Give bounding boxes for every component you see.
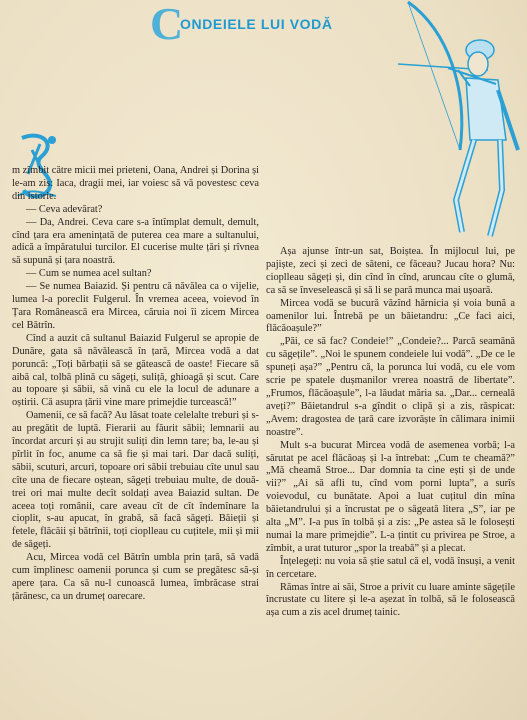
right-column xyxy=(266,246,515,620)
paragraph: Oamenii, ce să facă? Au lăsat toate celelalte treburi și s-au pregătit de luptă. Fierarii au făurit săbii; lemnarii au încordat arcuri și au strujit suliți din lemn tare; ba, le-au și pîrlit în foc, anume ca să fie și mai tari. Dar dacă suliți, săbii, scuturi, arcuri, topoare ori săbii trebuiau cîte unul sau cîte una de fiecare oștean, săgeți trebuiau multe, de două-trei ori mai multe decît soldați avea Baiazid sultan. De aceea toți românii, care aveau cît de cît îndemînare la cioplit, s-au apucat, în grabă, să facă săgeți. Băieții și fetele, flăcăii și bătrînii, toți cioplleau cu cuțitele, mii și mii de săgeți. xyxy=(12,410,259,551)
title-initial: C xyxy=(150,0,184,49)
paragraph: Cînd a auzit că sultanul Baiazid Fulgerul se apropie de Dunăre, gata să năvălească în țară, Mircea vodă a dat poruncă: „Toți bărbații să se gătească de oaste! Fiecare să aibă cal, tolbă plină cu săgeți, suliță, ghioagă și scut. Care au topoare și săbii, să vină cu ele la locul de adunare a oștirii. Că asupra țării vine mare primejdie turcească!” xyxy=(12,332,259,409)
paragraph: Rămas între ai săi, Stroe a privit cu luare aminte săgețile încrustate cu litere și le-a așezat în tolbă, să le folosească așa cum a zis acel drumeț tainic. xyxy=(266,581,515,619)
paragraph: Mircea vodă se bucură văzînd hărnicia și voia bună a oamenilor lui. Întrebă pe un băietandru: „Ce faci aici, flăcăoașule?” xyxy=(266,297,515,335)
paragraph: Așa ajunse într-un sat, Boiștea. În mijlocul lui, pe pajiște, zeci și zeci de săteni, ce făceau? Jucau hora? Nu: cioplleau săgeți și, din cînd în cînd, aruncau cîte o glumă, ca să se înveselească și să li se pară munca mai ușoară. xyxy=(266,246,515,296)
paragraph: m zîmbit către micii mei prieteni, Oana, Andrei și Dorina și le-am zis: Iaca, dragii mei, iar voiesc să vă povestesc ceva din istorie. xyxy=(12,165,259,202)
paragraph: — Da, Andrei. Ceva care s-a întîmplat demult, demult, cînd țara era amenințată de puterea cea mare a sultanului, adică a împăratului turcilor. El cucerise multe țări și rîvnea să supună și țara noastră. xyxy=(12,216,259,267)
paragraph: Înțelegeți: nu voia să știe satul că el, vodă însuși, a venit în cercetare. xyxy=(266,555,515,580)
left-column xyxy=(12,165,259,604)
paragraph: „Păi, ce să fac? Condeie!” „Condeie?... Parcă seamănă cu săgețile”. „Noi le spunem condeiele lui vodă”. „De ce le spuneți așa?” „Pentru că, la porunca lui vodă, cu ele vom scrie pe spatele dușmanilor vrerea noastră de libertate”. „Frumos, flăcăoașule”, l-a lăudat măria sa. „Dar... cerneală aveți?” Băietandrul s-a gîndit o clipă și a zis, răspicat: „Avem: dragostea de țară care izvorăște în călimara inimii noastre”. xyxy=(266,336,515,438)
paragraph: — Se numea Baiazid. Și pentru că năvălea ca o vijelie, lumea l-a poreclit Fulgerul. În vremea aceea, voievod în Țara Românească era Mircea, căruia noi îi zicem Mircea cel Bătrîn. xyxy=(12,281,259,331)
paragraph: — Ceva adevărat? xyxy=(26,203,103,215)
title-text: ONDEIELE LUI VODĂ xyxy=(180,16,333,32)
paragraph: Mult s-a bucurat Mircea vodă de asemenea vorbă; l-a sărutat pe acel flăcăoaș și l-a întrebat: „Cum te cheamă?” „Mă cheamă Stroe... Dar domnia ta cine ești și de unde vii?” „Ai să afli tu, cînd vom porni lupta”, a surîs voievodul, cu bunătate. Apoi a luat cuțitul din mîna băietandrului și a încrustat pe o săgeată litera „S”, iar pe alta „M”. I-a pus în tolbă și a zis: „Pe astea să le folosești numai la mare primejdie”. L-a țintit cu privirea pe Stroe, a zîmbit, a urat tuturor „spor la treabă” și a plecat. xyxy=(266,439,515,554)
paragraph: — Cum se numea acel sultan? xyxy=(26,268,152,280)
paragraph: Acu, Mircea vodă cel Bătrîn umbla prin țară, să vadă cum împlinesc oamenii porunca și cum se pregătesc să-și apere țara. Ca să nu-l cunoască lumea, îmbrăcase strai țărănesc, ca un drumeț oarecare. xyxy=(12,552,259,602)
archer-illustration xyxy=(378,0,527,252)
